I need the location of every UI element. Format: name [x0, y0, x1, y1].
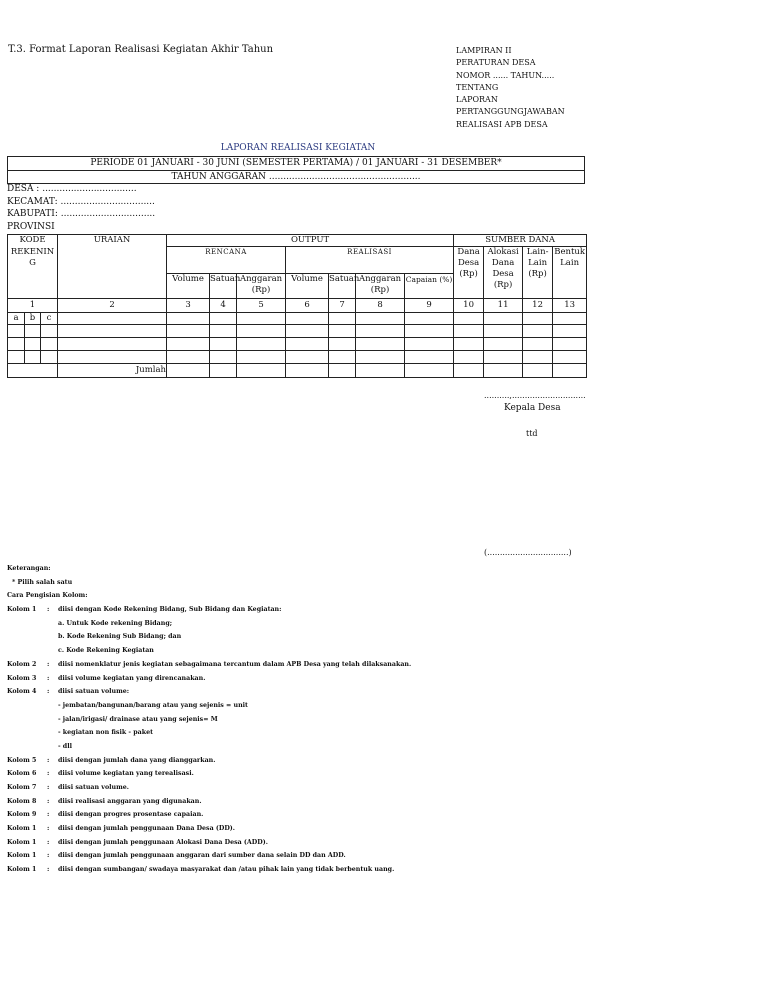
kabupaten-field: KABUPATI: ................................. — [7, 209, 156, 220]
capaian-header: Capaian (%) — [405, 274, 454, 299]
lampiran-line: PERTANGGUNGJAWABAN — [456, 107, 565, 117]
fiscal-year-text: TAHUN ANGGARAN ..................................................... — [171, 172, 421, 182]
realisasi-header: REALISASI — [286, 247, 454, 274]
satuan-rencana-header: Satuan — [210, 274, 237, 299]
notes-kolom-label: Kolom 8 — [7, 797, 37, 805]
region-fields — [7, 183, 155, 233]
lain-lain-header: Lain-Lain (Rp) — [523, 247, 553, 299]
notes-colon: : — [47, 660, 50, 668]
document-title: T.3. Format Laporan Realisasi Kegiatan Akhir Tahun — [8, 44, 274, 55]
column-number: 3 — [167, 299, 210, 313]
lampiran-line: LAPORAN — [456, 95, 498, 105]
notes-kolom-label: Kolom 7 — [7, 784, 37, 791]
lampiran-block — [456, 45, 565, 131]
notes-kolom-label: Kolom 1 — [7, 606, 37, 614]
notes-colon: : — [47, 825, 50, 833]
column-number: 1 — [8, 299, 58, 313]
notes-kolom-label: Kolom 1 — [7, 866, 37, 874]
kecamatan-field: KECAMAT: ................................. — [7, 196, 155, 207]
kode-sub-b: b — [25, 313, 41, 325]
jumlah-row — [8, 364, 587, 378]
anggaran-realisasi-header: Anggaran (Rp) — [356, 274, 405, 299]
table-row — [8, 351, 587, 364]
column-number: 2 — [58, 299, 167, 313]
table-row — [8, 325, 587, 338]
bentuk-lain-header: Bentuk Lain — [553, 247, 587, 299]
rencana-header: RENCANA — [167, 247, 286, 274]
notes-text: diisi dengan jumlah dana yang dianggarkan. — [58, 756, 216, 764]
column-number: 4 — [210, 299, 237, 313]
notes-text: diisi nomenklatur jenis kegiatan sebagaimana tercantum dalam APB Desa yang telah dilaksanakan. — [58, 660, 412, 668]
period-text: PERIODE 01 JANUARI - 30 JUNI (SEMESTER PERTAMA) / 01 JANUARI - 31 DESEMBER* — [8, 157, 584, 171]
kode-sub-a: a — [8, 313, 25, 325]
notes-text: diisi satuan volume. — [58, 784, 129, 791]
sumber-dana-header: SUMBER DANA — [454, 235, 587, 247]
realisasi-table — [7, 234, 587, 378]
notes-kolom-label: Kolom 2 — [7, 660, 37, 668]
notes-kolom-label: Kolom 1 — [7, 825, 37, 833]
lampiran-line: NOMOR ...... TAHUN..... — [456, 70, 555, 80]
notes-text: diisi dengan jumlah penggunaan Alokasi Dana Desa (ADD). — [58, 838, 268, 846]
notes-kolom-label: Kolom 5 — [7, 756, 37, 764]
satuan-realisasi-header: Satuan — [329, 274, 356, 299]
notes-text: c. Kode Rekening Kegiatan — [58, 647, 154, 655]
column-number: 5 — [237, 299, 286, 313]
notes-colon: : — [47, 838, 50, 846]
anggaran-rencana-header: Anggaran (Rp) — [237, 274, 286, 299]
notes-text: diisi dengan sumbangan/ swadaya masyarakat dan /atau pihak lain yang tidak berbentuk uang. — [58, 866, 395, 874]
notes-kolom-label: Kolom 4 — [7, 688, 37, 696]
lampiran-line: LAMPIRAN II — [456, 46, 512, 55]
desa-field: DESA : ................................. — [7, 184, 137, 194]
volume-rencana-header: Volume — [167, 274, 210, 299]
notes-text: - jembatan/bangunan/barang atau yang sejenis = unit — [58, 701, 248, 709]
kode-header: KODE — [8, 235, 58, 247]
notes-colon: : — [47, 606, 50, 614]
column-number: 13 — [553, 299, 587, 313]
volume-realisasi-header: Volume — [286, 274, 329, 299]
notes-kolom-label: Kolom 1 — [7, 852, 37, 860]
notes-kolom-label: Kolom 3 — [7, 674, 37, 682]
notes-text: diisi dengan Kode Rekening Bidang, Sub Bidang dan Kegiatan: — [58, 606, 282, 614]
notes-colon: : — [47, 852, 50, 860]
notes-kolom-label: Kolom 9 — [7, 811, 37, 819]
notes-kolom-label: Kolom 6 — [7, 770, 37, 778]
notes-text: diisi volume kegiatan yang direncanakan. — [58, 674, 206, 682]
rekening-header: REKENIN G — [8, 247, 58, 299]
column-number: 11 — [484, 299, 523, 313]
notes-text: diisi volume kegiatan yang terealisasi. — [58, 770, 194, 778]
signature-ttd: ttd — [526, 429, 538, 438]
output-header: OUTPUT — [167, 235, 454, 247]
column-number: 7 — [329, 299, 356, 313]
notes-text: a. Untuk Kode rekening Bidang; — [58, 619, 173, 627]
column-number: 9 — [405, 299, 454, 313]
notes-text: diisi satuan volume: — [58, 688, 130, 696]
provinsi-field: PROVINSI — [7, 221, 55, 232]
notes-text: - dll — [58, 742, 72, 750]
lampiran-line: PERATURAN DESA — [456, 58, 536, 68]
dana-desa-header: Dana Desa (Rp) — [454, 247, 484, 299]
alokasi-header: Alokasi Dana Desa (Rp) — [484, 247, 523, 299]
notes-cara: Cara Pengisian Kolom: — [7, 592, 88, 600]
notes-colon: : — [47, 784, 50, 791]
signature-date: ..........,............................. — [484, 391, 586, 400]
signature-title: Kepala Desa — [504, 403, 561, 413]
notes-text: diisi realisasi anggaran yang digunakan. — [58, 797, 202, 805]
column-number: 10 — [454, 299, 484, 313]
jumlah-label: Jumlah — [58, 364, 167, 378]
notes-text: b. Kode Rekening Sub Bidang; dan — [58, 633, 182, 641]
notes-colon: : — [47, 674, 50, 682]
lampiran-line: TENTANG — [456, 82, 499, 92]
notes-colon: : — [47, 866, 50, 874]
notes-text: diisi dengan jumlah penggunaan anggaran dari sumber dana selain DD dan ADD. — [58, 852, 346, 860]
table-row — [8, 338, 587, 351]
notes-heading: Keterangan: — [7, 565, 51, 572]
lampiran-line: REALISASI APB DESA — [456, 119, 548, 129]
notes-colon: : — [47, 688, 50, 696]
report-title: LAPORAN REALISASI KEGIATAN — [220, 143, 376, 153]
notes-text: diisi dengan jumlah penggunaan Dana Desa (DD). — [58, 825, 235, 833]
column-number: 8 — [356, 299, 405, 313]
notes-colon: : — [47, 797, 50, 805]
notes-star: * Pilih salah satu — [12, 578, 73, 586]
uraian-header: URAIAN — [58, 235, 167, 299]
notes-colon: : — [47, 811, 50, 819]
period-box — [7, 156, 585, 184]
signature-name: (................................) — [484, 548, 572, 557]
notes-kolom-label: Kolom 1 — [7, 838, 37, 846]
notes-text: - kegiatan non fisik - paket — [58, 729, 153, 737]
kode-sub-c: c — [41, 313, 58, 325]
notes-colon: : — [47, 756, 50, 764]
table-row — [8, 313, 587, 325]
notes-colon: : — [47, 770, 50, 778]
column-number: 6 — [286, 299, 329, 313]
notes-text: - jalan/irigasi/ drainase atau yang sejenis= M — [58, 715, 218, 723]
notes-text: diisi dengan progres prosentase capaian. — [58, 811, 204, 819]
column-number: 12 — [523, 299, 553, 313]
